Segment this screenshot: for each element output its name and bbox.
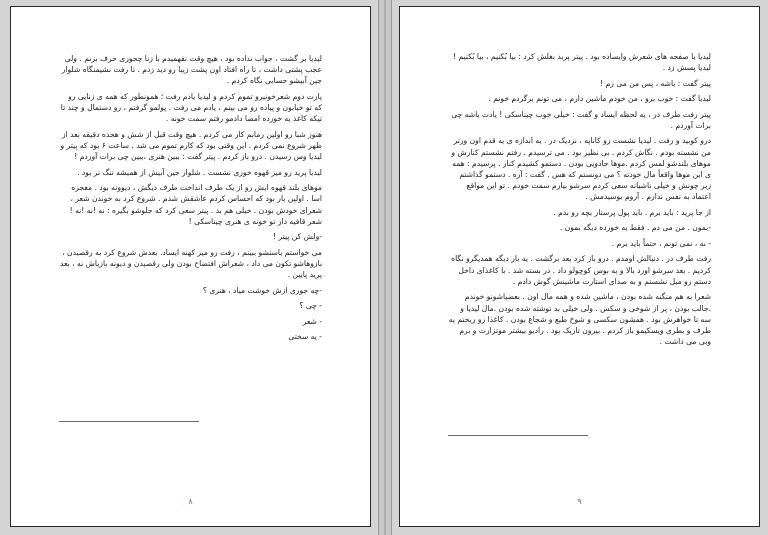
- paragraph: لیدیا یا صفحه های شعرش وایساده بود . پیتر پرید بغلش کرد : بیا بُکنیم ، بیا بُکنیم ! لیدیا پسش زد .: [453, 52, 711, 73]
- document-page-left: [10, 6, 371, 527]
- paragraph: پیتر رفت طرف در ، یه لحظه ایساد و گفت : خیلی خوب چیناسکی ! یادت باشه چی برات آوردم .: [451, 109, 711, 130]
- document-page-right: [399, 6, 760, 527]
- paragraph: لیدیا پرید رو میز قهوه خوری نشست . شلوار جین آبیش از همیشه تنگ تر بود .: [77, 167, 322, 177]
- divider-grip[interactable]: [384, 0, 386, 535]
- paragraph: پیتر گفت : باشه ، پس من می رم !: [600, 78, 711, 88]
- page-text-block: [448, 51, 711, 352]
- paragraph: می خواستم باسنشو ببینم ، رفت رو میز کهنه ایساد. بعدش شروع کرد به رقصیدن ، بازوهاشو تکون می داد ، شعراش افتضاح بودن ولی رقصیدن و دیونه بازیاش نه ، بعد پرید پایین .: [59, 247, 322, 280]
- paragraph: شعرا به هم منگنه شده بودن ، ماشین شده و همه مال اون . بعضیاشونو خوندم .جالب بودن ، پر از شوخی و سکس . ولی خیلی بد نوشته شده بودن .مال لیدیا و سه تا خواهرش بود . همشون سکسی و شوخ طبع و شجاع بودن . کاغذا رو ریختم یه طرف و بطری ویسکیمو باز کردم . بیرون تاریک بود . رادیو بیشتر موتزارت و برم وبی می داشت .: [448, 292, 711, 347]
- paragraph: رفت طرف در . دنبالش اومدم . درو باز کرد بعد برگشت . یه بار دیگه همدیگرو نگاه کردیم . بعد سرشو اورد بالا و یه بوس کوچولو داد . در بسته شد . با کاغذای داخل دستم رو مبل نشستم و به صدای استارت ماشینش گوش دادم .: [451, 254, 711, 286]
- paragraph: موهای بلند قهوه ایش رو از یک طرف انداخت طرف دیگش ، دیوونه بود . معجزه اسا . اولین بار بود که احساس کردم عاشقش شدم . شروع کرد به خوندن شعر ، شعرای خودش بودن . خیلی هم بد . پیتر سعی کرد که جلوشو بگیره : نه !نه !نه ! شعر قافیه دار تو خونه ی هنری چیناسکی !: [69, 183, 322, 226]
- footnote-separator: [59, 421, 199, 422]
- page-text-block: [59, 53, 322, 347]
- paragraph: -ولش کن پیتر !: [273, 232, 322, 242]
- paragraph: - شعر: [302, 316, 322, 326]
- paragraph: -چه جوری ازش خوشت میاد ، هنری ؟: [202, 285, 322, 295]
- paragraph: - چی ؟: [299, 301, 322, 311]
- paragraph: لیدیا گفت : خوب برو ، من خودم ماشین دارم ، می تونم برگردم خونم .: [488, 94, 711, 104]
- paragraph: از جا پرید : باید برم . باید پول پرستار بچه رو بدم .: [553, 207, 711, 217]
- footnote-separator: [448, 435, 588, 436]
- window-split-divider[interactable]: [378, 0, 392, 535]
- page-number: ۸: [188, 497, 193, 506]
- paragraph: لیدیا بر گشت ، جواب نداده بود ، هیچ وقت نفهمیدم با زنا چجوری حرف بزنم . ولی عجب پشتی داشت ، تا راه افتاد اون پشت زیبا رو دید زدم . تا رفت نشیمنگاه شلوار جین آبیشو حسابی نگاه کردم .: [61, 54, 322, 86]
- paragraph: -بمون . من می دم . فقط یه خورده دیگه بمون .: [559, 223, 711, 233]
- paragraph: پارت دوم شعرخونیرو تموم کردم و لیدیا یادم رفت ؛ همونطور که همه ی زنایی رو که تو خیابون و پیاده رو می بینم ، یادم می رفت . پولمو گرفتم ، رو دستمال و چند تا تیکه کاغذ یه خورده امضا دادمو رفتم سمت خونه .: [60, 91, 322, 124]
- paragraph: - یه سختی: [288, 332, 322, 342]
- paragraph: هنوز شبا رو اولین رمانم کار می کردم . هیچ وقت قبل از شش و هجده دقیقه بعد از ظهر شروع نمی کردم . این وقتی بود که کارم تموم می شد . ساعت ۶ بود که پیتر و لیدیا وس رسیدن . درو باز کردم . پیتر گفت : ببین هنری ،ببین چی برات آوردم !: [60, 129, 322, 162]
- page-number: ۹: [577, 497, 582, 506]
- paragraph: درو کوبید و رفت . لیدیا نشست رو کاناپه ، نزدیک در . یه اندازه ی یه قدم اون ورتر من نشسته بودم . نگاش کردم . بی نظیر بود . می ترسیدم . رفتم نشستم کنارش و موهای بلندشو لمس کردم .موها جادویی بودن . دستمو کشیدم کنار . پرسیدم : همه ی این موها واقعاً مال خودته ؟ می دونستم که هس . گفت : آره . دستمو گذاشتم زیر چونش و خیلی ناشیانه سعی کردم سرشو بیارم سمت خودم . تو این مواقع اعتماد به نفس ندارم . آروم بوسیدمش .: [451, 136, 711, 202]
- paragraph: - نه ، نمی تونم ، حتماً باید برم .: [611, 238, 711, 248]
